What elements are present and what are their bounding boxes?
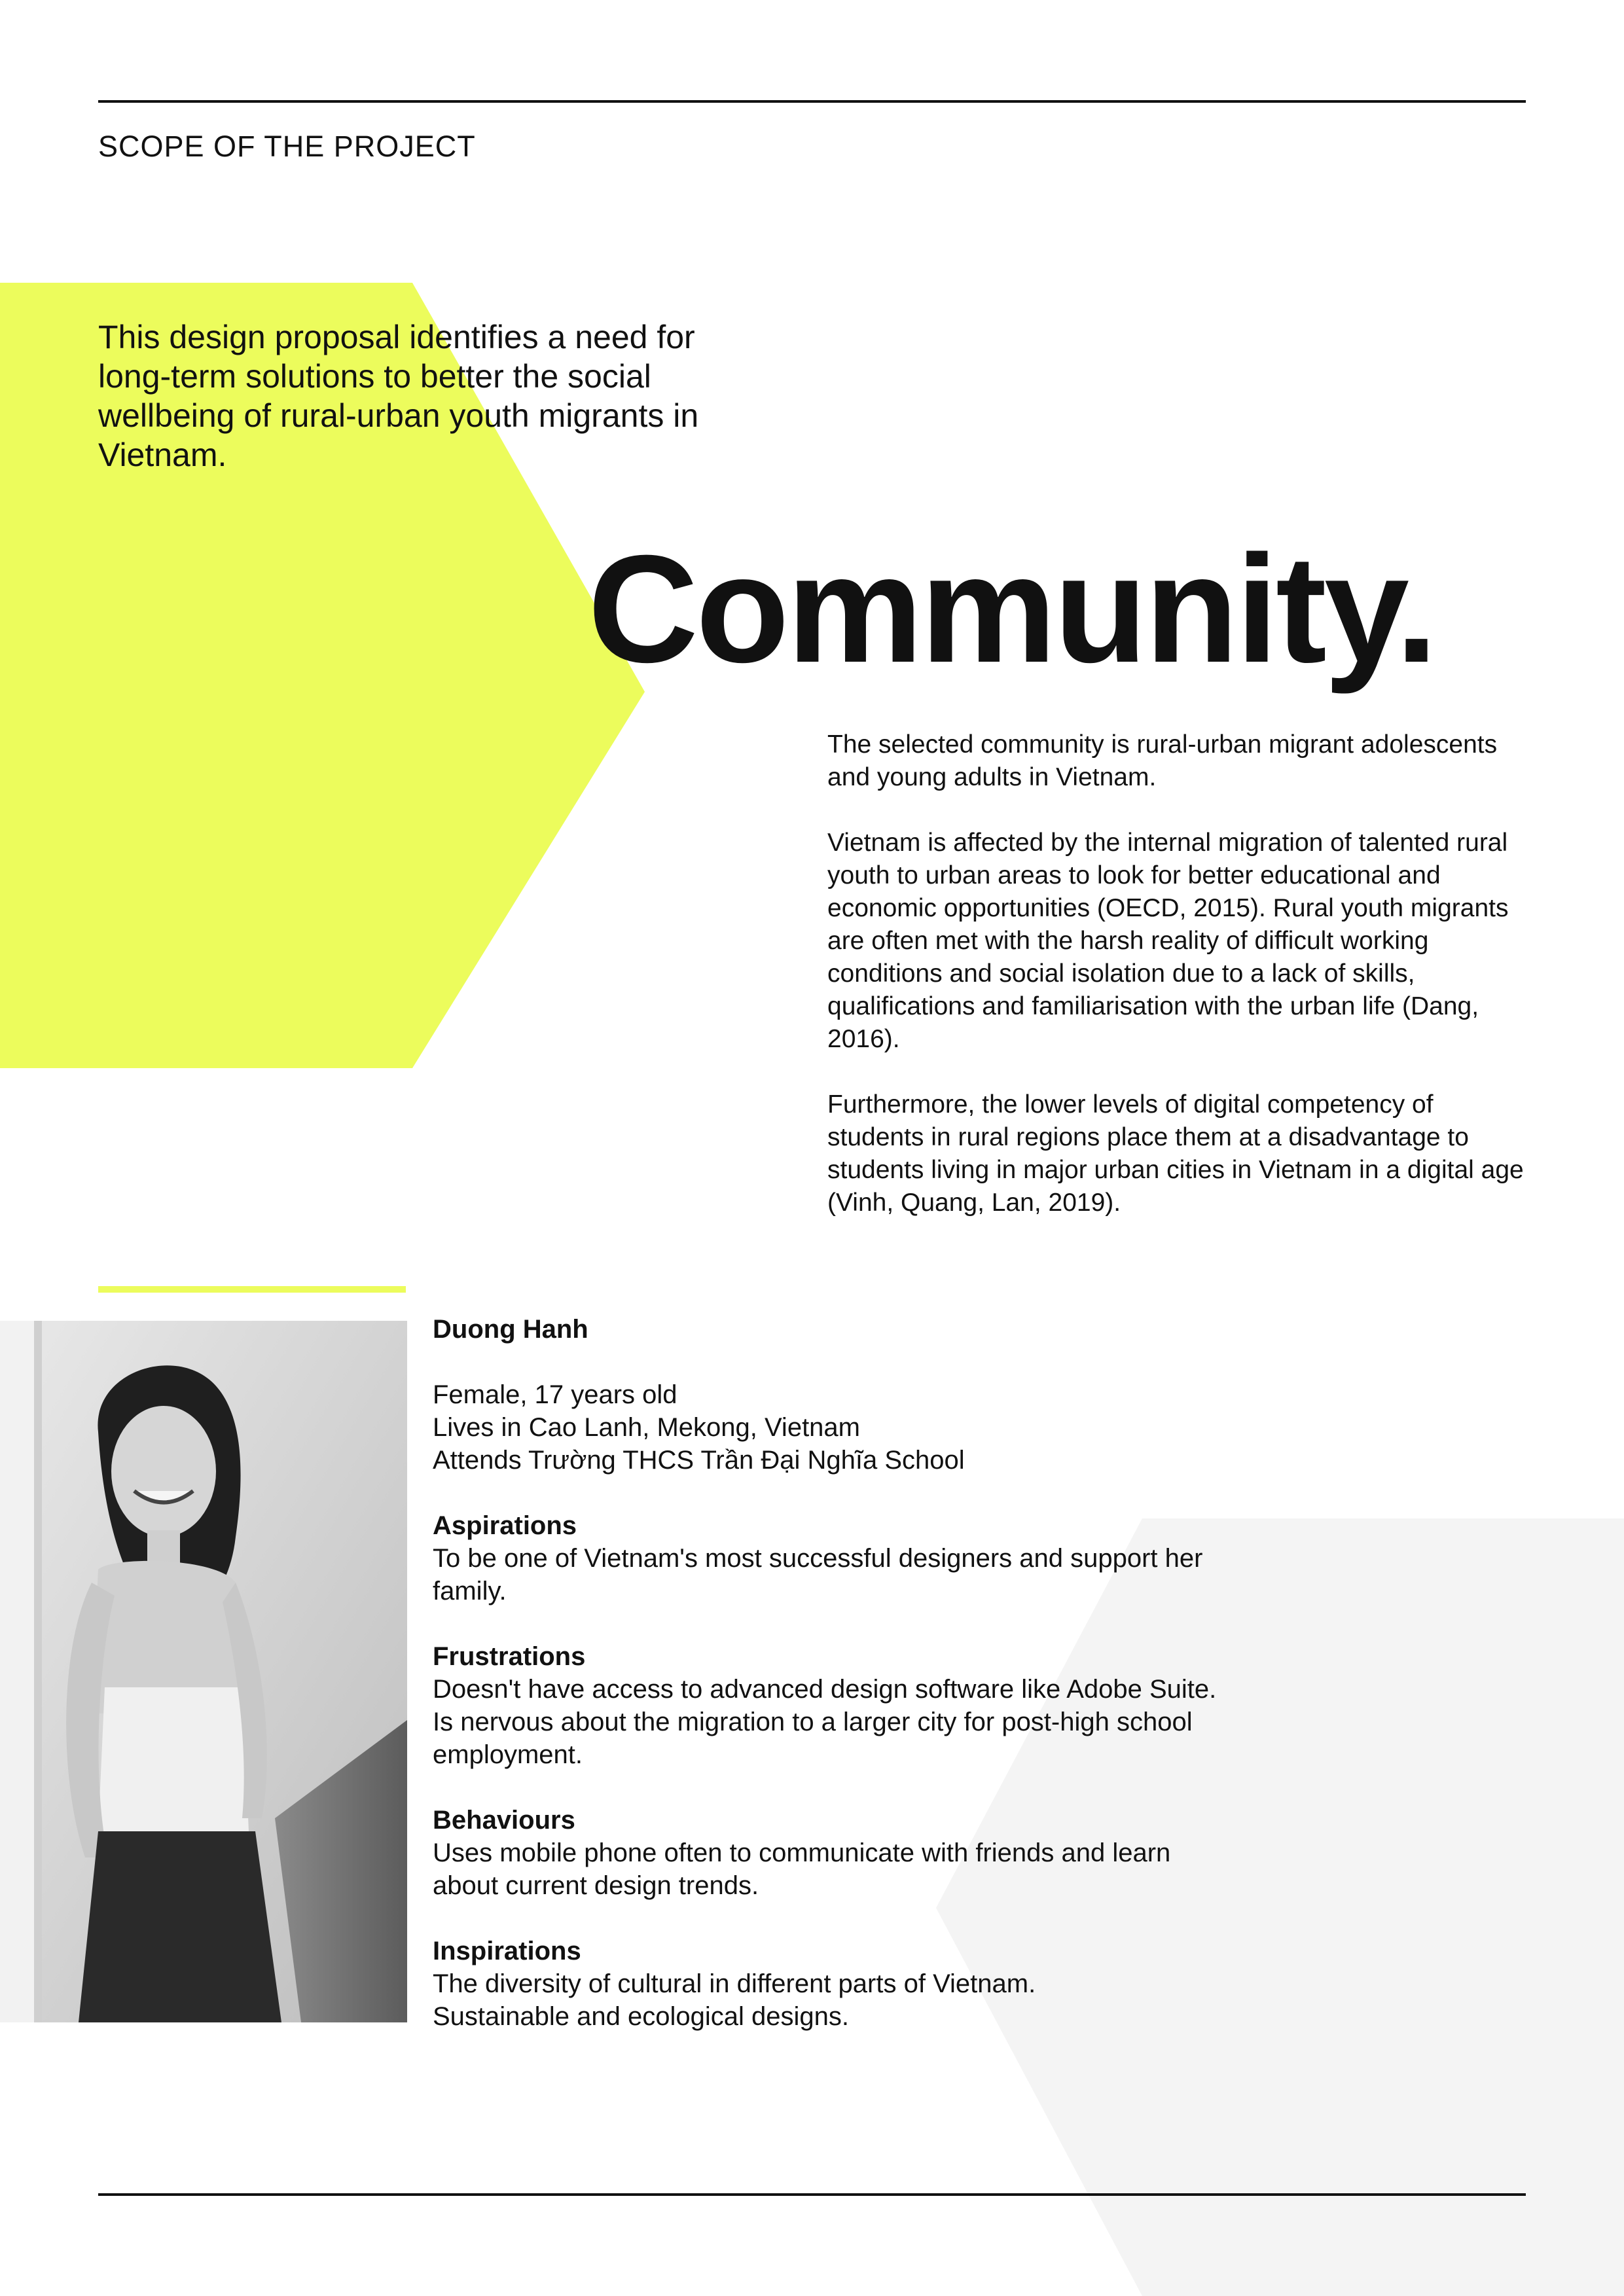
behaviours-text: about current design trends. [433,1871,759,1900]
body-paragraph-1: The selected community is rural-urban migrant adolescents and young adults in Vietnam. [827,730,1498,791]
aspirations-heading: Aspirations [433,1511,577,1540]
persona-detail: Lives in Cao Lanh, Mekong, Vietnam [433,1413,860,1442]
frustrations-text: employment. [433,1740,583,1769]
inspirations-text: The diversity of cultural in different parts of Vietnam. [433,1969,1036,1998]
persona-photo [0,1321,407,2022]
persona-name: Duong Hanh [433,1315,588,1344]
persona-profile [433,1313,1349,2033]
persona-photo-image [0,1321,407,2022]
frustrations-text: Doesn't have access to advanced design software like Adobe Suite. [433,1675,1217,1704]
aspirations-text: To be one of Vietnam's most successful designers and support her [433,1544,1203,1573]
page-headline: Community. [588,523,1435,694]
frustrations-heading: Frustrations [433,1642,586,1671]
body-paragraph-2: Vietnam is affected by the internal migration of talented rural youth to urban areas to look for better educational and economic opportunities (OECD, 2015). Rural youth migrants are often met with the harsh reality of difficult working conditions and social isolation due to a lack of skills, qualifications and familiarisation with the urban life (Dang, 2016). [827,829,1509,1053]
body-paragraph-3: Furthermore, the lower levels of digital competency of students in rural regions place them at a disadvantage to students living in major urban cities in Vietnam in a digital age (Vinh, Quang, Lan, 2019). [827,1090,1524,1217]
behaviours-text: Uses mobile phone often to communicate with friends and learn [433,1839,1171,1867]
accent-bar [98,1286,406,1293]
section-label: SCOPE OF THE PROJECT [98,130,476,163]
behaviours-heading: Behaviours [433,1806,575,1835]
top-rule [98,100,1526,103]
bottom-rule [98,2193,1526,2196]
inspirations-text: Sustainable and ecological designs. [433,2002,849,2031]
inspirations-heading: Inspirations [433,1937,581,1965]
frustrations-text: Is nervous about the migration to a larger city for post-high school [433,1708,1193,1736]
persona-detail: Female, 17 years old [433,1380,677,1409]
persona-detail: Attends Trường THCS Trần Đại Nghĩa School [433,1446,965,1475]
intro-statement: This design proposal identifies a need for long-term solutions to better the social wellbeing of rural-urban youth migrants in Vietnam. [98,319,699,473]
aspirations-text: family. [433,1577,507,1605]
